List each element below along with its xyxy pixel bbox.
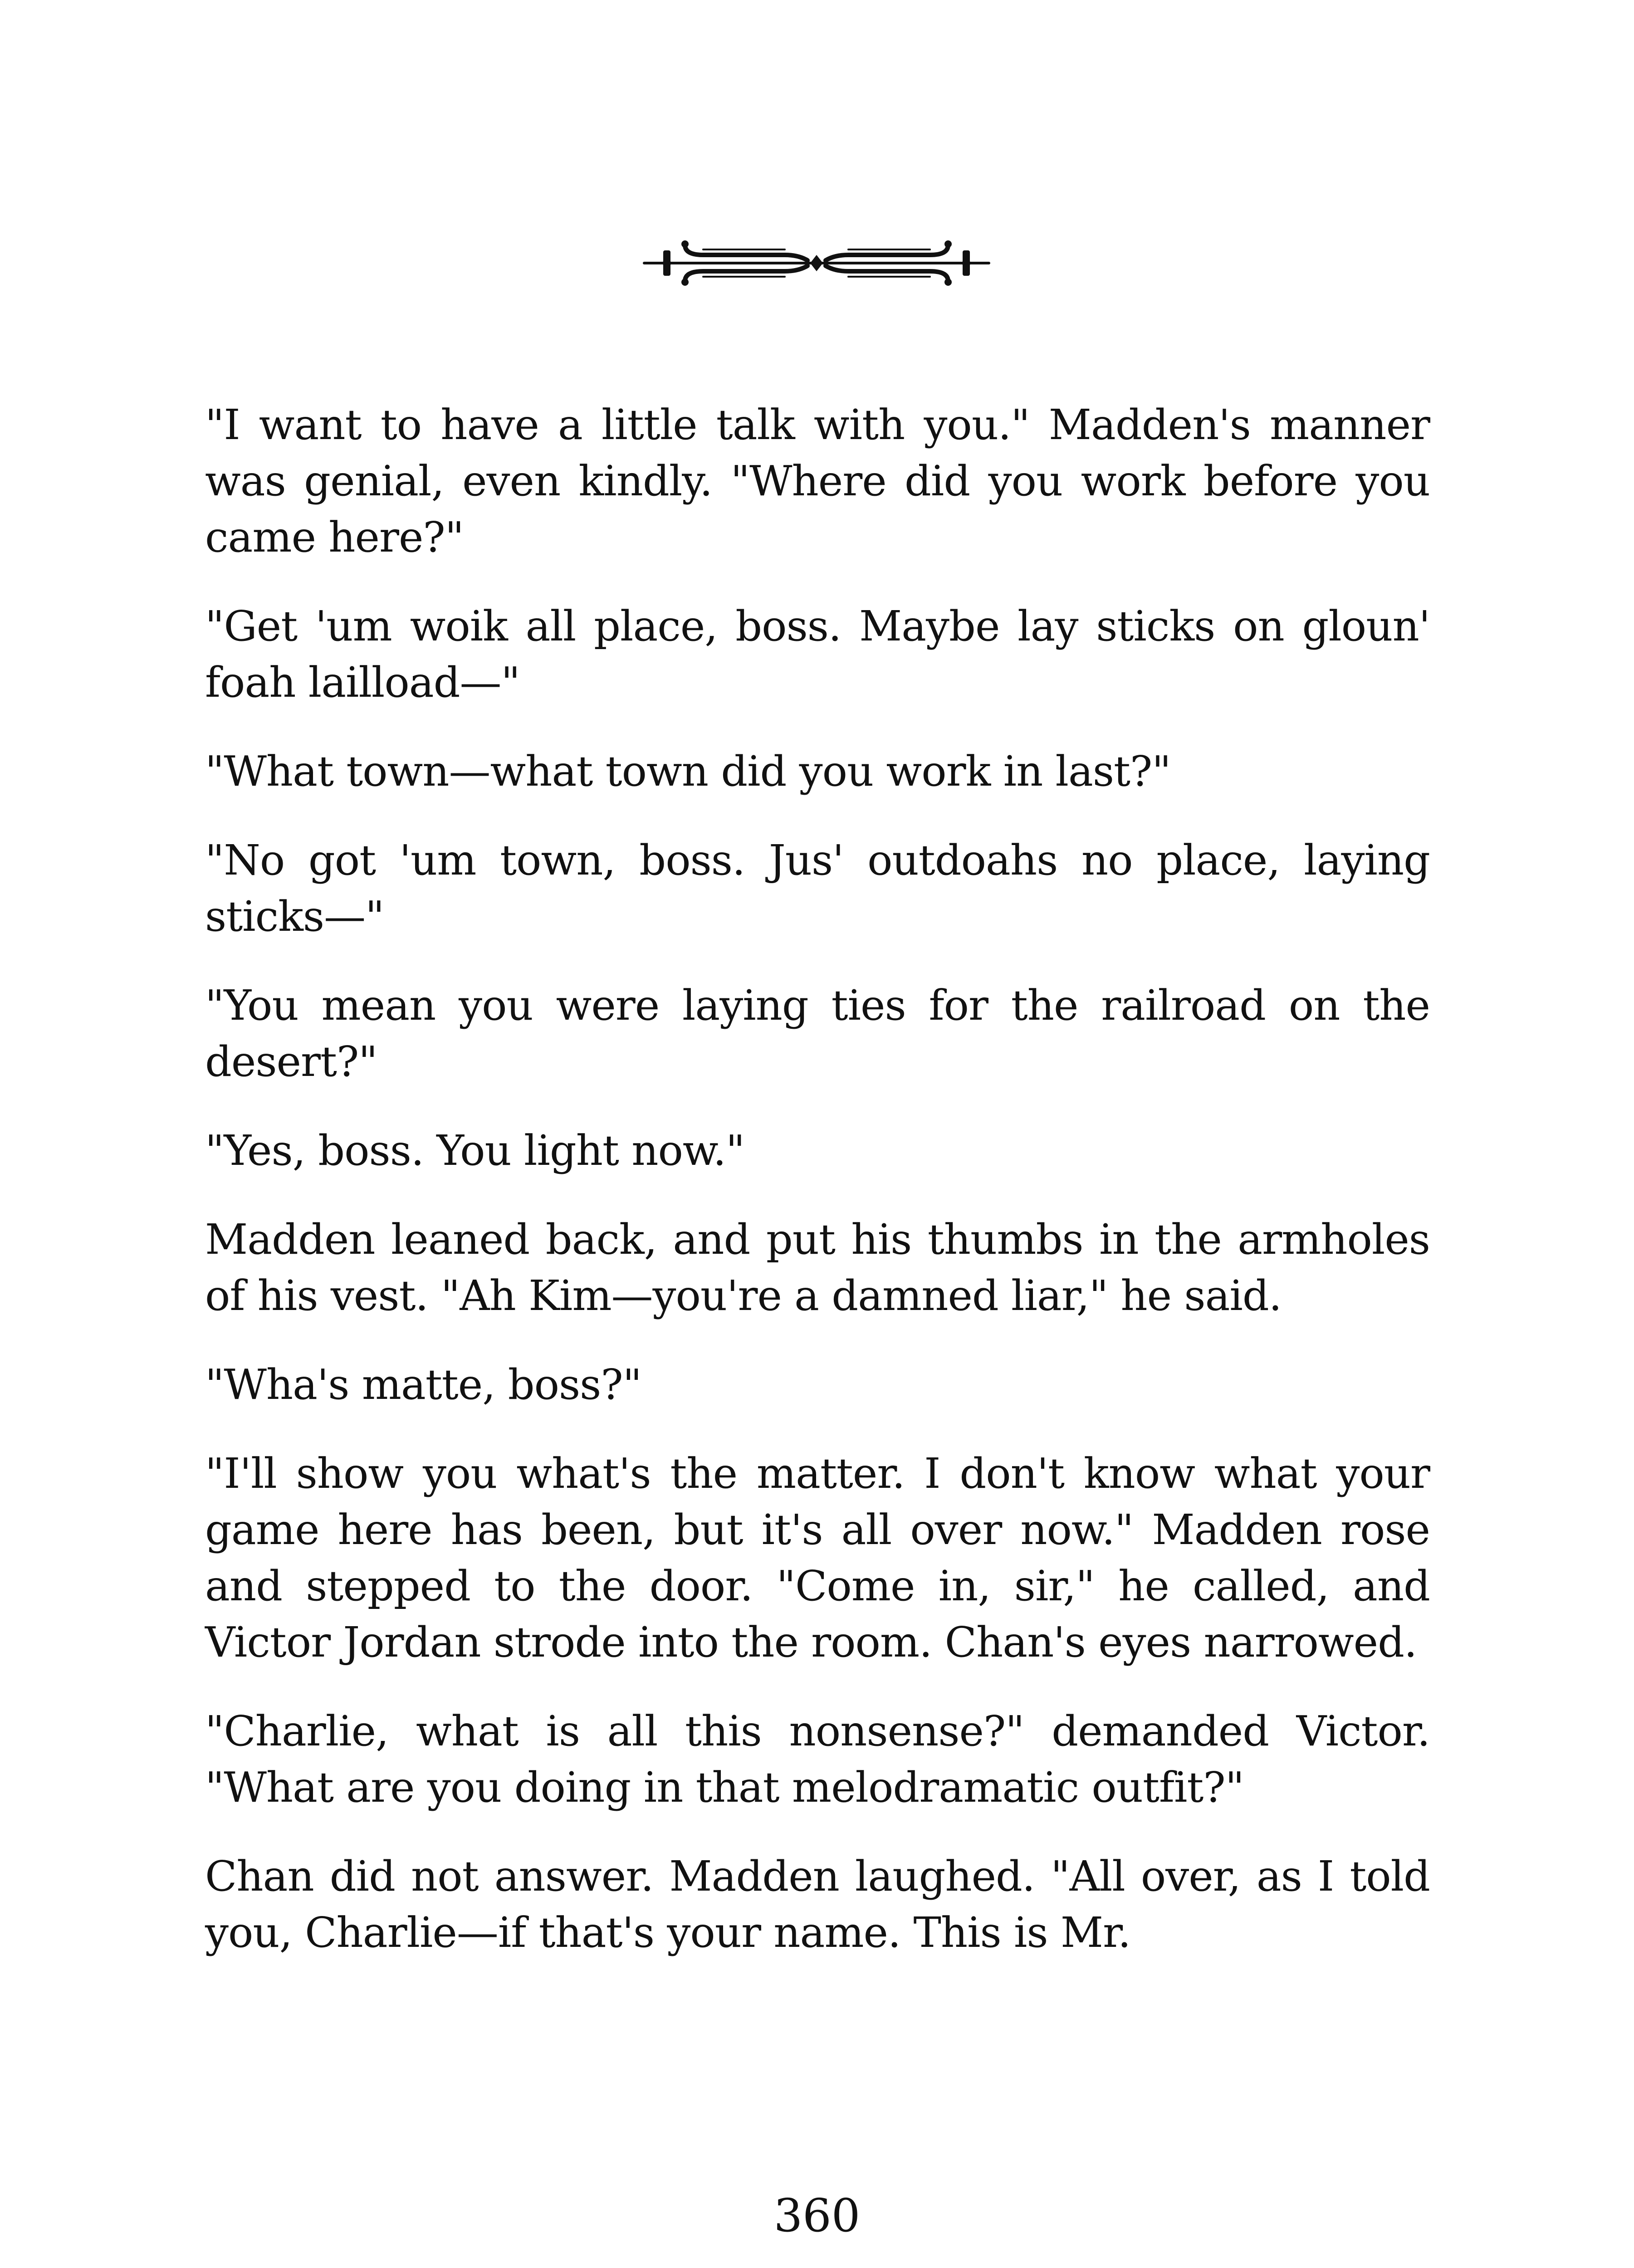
paragraph: "Get 'um woik all place, boss. Maybe lay sticks on gloun' foah lailload—" xyxy=(205,602,1430,707)
paragraph: "Charlie, what is all this nonsense?" demanded Victor. "What are you doing in that melodramatic outfit?" xyxy=(205,1707,1430,1812)
paragraph: "Yes, boss. You light now." xyxy=(205,1126,745,1175)
scroll-divider-icon xyxy=(635,227,998,299)
page-number: 360 xyxy=(773,2189,861,2242)
paragraph: Madden leaned back, and put his thumbs in the armholes of his vest. "Ah Kim—you're a damned liar," he said. xyxy=(205,1215,1430,1320)
paragraph: "What town—what town did you work in last?" xyxy=(205,747,1171,796)
paragraph: "I'll show you what's the matter. I don't know what your game here has been, but it's all over now." Madden rose and stepped to the door. "Come in, sir," he called, and Victor Jordan strode into the room. Chan's eyes narrowed. xyxy=(205,1449,1430,1667)
paragraph: "No got 'um town, boss. Jus' outdoahs no place, laying sticks—" xyxy=(205,836,1430,941)
paragraph: "Wha's matte, boss?" xyxy=(205,1360,642,1409)
paragraph: Chan did not answer. Madden laughed. "All over, as I told you, Charlie—if that's your name. This is Mr. xyxy=(205,1852,1430,1957)
page-body xyxy=(205,397,1430,1994)
paragraph: "You mean you were laying ties for the railroad on the desert?" xyxy=(205,981,1430,1086)
paragraph: "I want to have a little talk with you." Madden's manner was genial, even kindly. "Where did you work before you came here?" xyxy=(205,401,1430,562)
